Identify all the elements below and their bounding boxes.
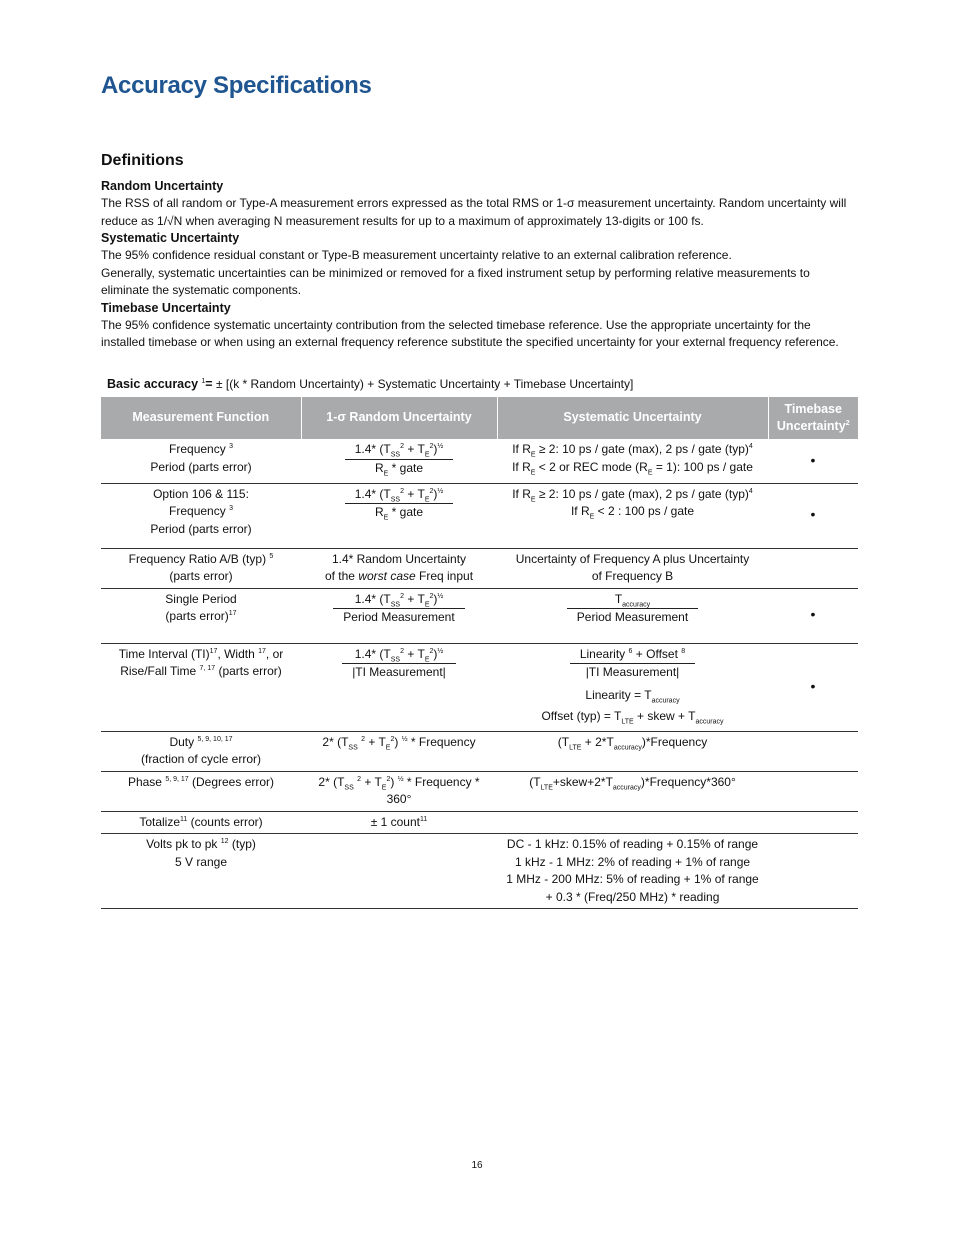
cell-option-function: Option 106 & 115: Frequency $^3$ Period (parts error) xyxy=(101,483,301,548)
cell-volts-function: Volts pk to pk $^{12}$ (typ) 5 V range xyxy=(101,834,301,909)
timebase-uncertainty-text: The 95% confidence systematic uncertainty contribution from the selected timebase reference. Use the appropriate uncertainty for the installed timebase or when using an external frequency reference substitute the specified uncertainty for your external frequency reference. xyxy=(101,317,839,349)
cell-ti-timebase xyxy=(768,643,858,731)
cell-period-timebase xyxy=(768,588,858,643)
table-row-option-106-115 xyxy=(101,483,858,548)
cell-volts-timebase xyxy=(768,834,858,909)
header-systematic-uncertainty: Systematic Uncertainty xyxy=(497,397,768,439)
cell-volts-systematic: DC - 1 kHz: 0.15% of reading + 0.15% of range 1 kHz - 1 MHz: 2% of reading + 1% of range 1 MHz - 200 MHz: 5% of reading + 1% of range + 0.3 * (Freq/250 MHz) * reading xyxy=(497,834,768,909)
cell-option-random: $\frac{1.4* (T_{SS}^2 + T_E^2)^{\frac{1}{2}}}{R_E * gate}$ xyxy=(301,483,497,548)
cell-duty-random: 2* ($T_{SS}$ $^2 + T_E^2$) $^{\frac{1}{2}}$ * Frequency xyxy=(301,731,497,771)
cell-frequency-function: Frequency $^3$ Period (parts error) xyxy=(101,439,301,483)
cell-phase-random: 2* ($T_{SS}$ $^2 + T_E^2$) $^{\frac{1}{2}}$ * Frequency * 360° xyxy=(301,771,497,811)
basic-accuracy-equals: = xyxy=(205,377,213,391)
cell-ratio-function: Frequency Ratio A/B (typ) $^5$ (parts error) xyxy=(101,548,301,588)
cell-totalize-timebase xyxy=(768,811,858,834)
cell-period-function: Single Period (parts error)$^{17}$ xyxy=(101,588,301,643)
cell-option-systematic: If $R_E \ge 2$: 10 ps / gate (max), 2 ps / gate (typ)$^4$ If $R_E < 2$ : 100 ps / gate xyxy=(497,483,768,548)
random-uncertainty-term: Random Uncertainty xyxy=(101,179,224,193)
basic-accuracy-label: Basic accuracy xyxy=(107,377,199,391)
cell-frequency-timebase xyxy=(768,439,858,483)
timebase-applies-bullet: • xyxy=(810,451,816,468)
cell-period-systematic: $\frac{T_{accuracy}}{\text{Period Measurement}}$ xyxy=(497,588,768,643)
table-row-single-period xyxy=(101,588,858,643)
basic-accuracy-expression: ± [(k * Random Uncertainty) + Systematic Uncertainty + Timebase Uncertainty] xyxy=(212,377,634,391)
table-row-totalize xyxy=(101,811,858,834)
timebase-uncertainty-term: Timebase Uncertainty xyxy=(101,300,231,315)
definitions-section xyxy=(101,178,853,352)
cell-totalize-function: Totalize$^{11}$ (counts error) xyxy=(101,811,301,834)
cell-phase-timebase xyxy=(768,771,858,811)
cell-period-random: $\frac{1.4* (T_{SS}^2 + T_E^2)^{\frac{1}{2}}}{\text{Period Measurement}}$ xyxy=(301,588,497,643)
cell-volts-random xyxy=(301,834,497,909)
cell-phase-systematic: $(T_{LTE}+skew+2*T_{accuracy})*Frequency*360^\circ$ xyxy=(497,771,768,811)
systematic-uncertainty-text-2: Generally, systematic uncertainties can be minimized or removed for a fixed instrument setup by performing relative measurements to eliminate the systematic components. xyxy=(101,265,810,297)
random-uncertainty-text: The RSS of all random or Type-A measurement errors expressed as the total RMS or 1-σ measurement uncertainty. Random uncertainty will reduce as 1/√N when averaging N measurement results for up to a maximum of approximately 13-digits or 100 fs. xyxy=(101,196,847,228)
page-number: 16 xyxy=(471,1160,483,1171)
cell-ti-random: $\frac{1.4* (T_{SS}^2 + T_E^2)^{\frac{1}{2}}}{\text{|TI Measurement|}}$ xyxy=(301,643,497,731)
cell-frequency-random: $\frac{1.4* (T_{SS}^2 + T_E^2)^{\frac{1}{2}}}{R_E * gate}$ xyxy=(301,439,497,483)
cell-frequency-systematic: If $R_E \ge 2$: 10 ps / gate (max), 2 ps / gate (typ)$^4$ If $R_E < 2$ or REC mode $(R_E = 1)$: 100 ps / gate xyxy=(497,439,768,483)
table-row-duty xyxy=(101,731,858,771)
table-header-row xyxy=(101,397,858,439)
timebase-applies-bullet: • xyxy=(810,606,816,623)
basic-accuracy-footnote: 1 xyxy=(201,378,206,385)
cell-duty-timebase xyxy=(768,731,858,771)
cell-ti-systematic: $\frac{Linearity ^6 + Offset ^8}{\text{|TI Measurement|}}$ Linearity = $T_{accuracy}$ Offset $(typ) = T_{LTE}$ + skew + $T_{accuracy}$ xyxy=(497,643,768,731)
cell-ratio-systematic: Uncertainty of Frequency A plus Uncertainty of Frequency B xyxy=(497,548,768,588)
accuracy-table xyxy=(101,397,858,909)
cell-duty-function: Duty $^{5, 9, 10, 17}$ (fraction of cycle error) xyxy=(101,731,301,771)
cell-option-timebase xyxy=(768,483,858,548)
cell-phase-function: Phase $^{5, 9, 17}$ (Degrees error) xyxy=(101,771,301,811)
table-row-time-interval xyxy=(101,643,858,731)
timebase-applies-bullet: • xyxy=(810,506,816,523)
table-row-volts xyxy=(101,834,858,909)
table-row-phase xyxy=(101,771,858,811)
cell-duty-systematic: ($T_{LTE}$ + $2*T_{accuracy})*Frequency$ xyxy=(497,731,768,771)
timebase-applies-bullet: • xyxy=(810,677,816,694)
header-measurement-function: Measurement Function xyxy=(101,397,301,439)
basic-accuracy-formula xyxy=(107,377,633,391)
table-row-frequency-ratio xyxy=(101,548,858,588)
cell-totalize-random: ± 1 count$^{11}$ xyxy=(301,811,497,834)
cell-ratio-random: 1.4* Random Uncertainty of the worst case Freq input xyxy=(301,548,497,588)
table-row-frequency xyxy=(101,439,858,483)
definitions-heading: Definitions xyxy=(101,152,184,169)
cell-totalize-systematic xyxy=(497,811,768,834)
systematic-uncertainty-term: Systematic Uncertainty xyxy=(101,231,240,245)
cell-ti-function: Time Interval (TI)$^{17}$, Width $^{17}$, or Rise/Fall Time $^{7, 17}$ (parts error) xyxy=(101,643,301,731)
page-title: Accuracy Specifications xyxy=(101,72,372,99)
cell-ratio-timebase xyxy=(768,548,858,588)
header-timebase-uncertainty: Timebase Uncertainty$^2$ xyxy=(768,397,858,439)
header-random-uncertainty: 1-σ Random Uncertainty xyxy=(301,397,497,439)
systematic-uncertainty-text: The 95% confidence residual constant or Type-B measurement uncertainty relative to an external calibration reference. xyxy=(101,248,732,262)
